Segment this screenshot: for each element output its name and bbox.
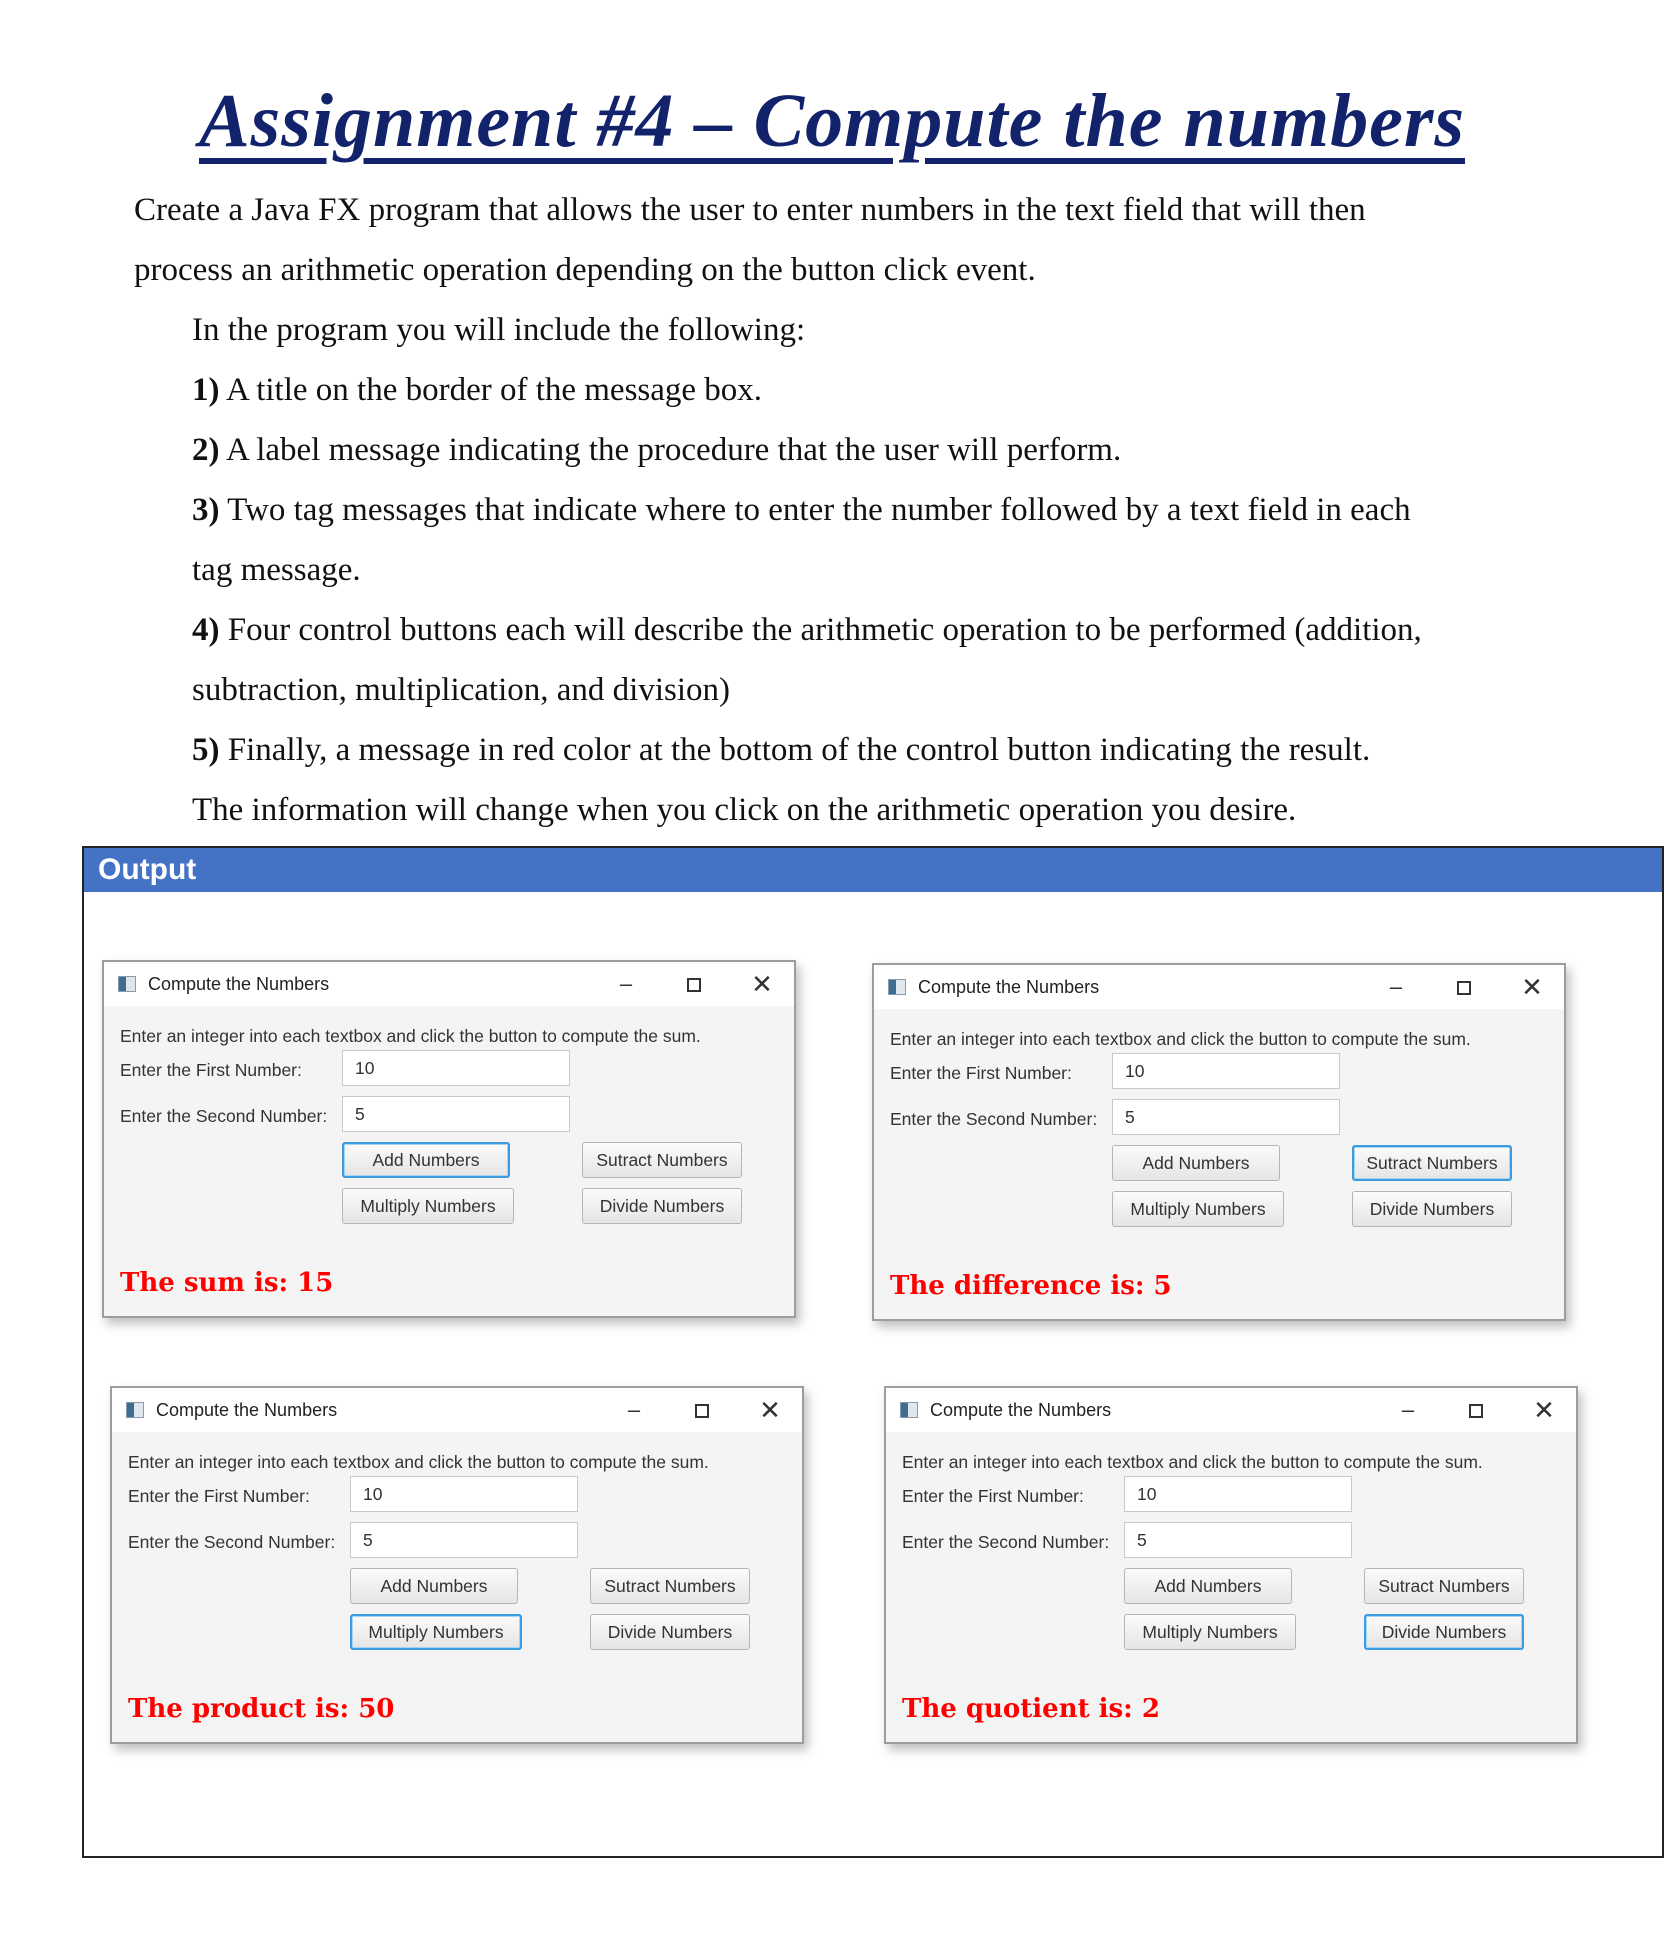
instruction-label: Enter an integer into each textbox and click the button to compute the sum. — [902, 1452, 1483, 1472]
window-title: Compute the Numbers — [156, 1400, 338, 1420]
first-number-field[interactable]: 10 — [1124, 1476, 1352, 1512]
app-icon — [126, 1402, 144, 1418]
first-number-field[interactable]: 10 — [1112, 1053, 1340, 1089]
compute-window-quotient — [884, 1386, 1578, 1744]
result-label: The difference is: 5 — [890, 1271, 1172, 1301]
add-numbers-button[interactable]: Add Numbers — [350, 1568, 518, 1604]
divide-numbers-button[interactable]: Divide Numbers — [1352, 1191, 1512, 1227]
second-number-field[interactable]: 5 — [1112, 1099, 1340, 1135]
list-text: A label message indicating the procedure that the user will perform. — [225, 432, 1122, 468]
app-icon — [118, 976, 136, 992]
result-label: The product is: 50 — [128, 1694, 395, 1724]
list-continuation: The information will change when you click on the arithmetic operation you desire. — [192, 792, 1297, 828]
maximize-icon[interactable] — [1456, 1394, 1496, 1426]
subtract-numbers-button[interactable]: Sutract Numbers — [1364, 1568, 1524, 1604]
list-text: Two tag messages that indicate where to enter the number followed by a text field in each — [227, 492, 1411, 528]
list-item — [192, 420, 1121, 480]
first-number-label: Enter the First Number: — [890, 1063, 1072, 1083]
maximize-icon[interactable] — [1444, 971, 1484, 1003]
result-label: The sum is: 15 — [120, 1268, 334, 1298]
multiply-numbers-button[interactable]: Multiply Numbers — [1124, 1614, 1296, 1650]
compute-window-sum — [102, 960, 796, 1318]
window-title: Compute the Numbers — [918, 977, 1100, 997]
add-numbers-button[interactable]: Add Numbers — [342, 1142, 510, 1178]
window-titlebar[interactable] — [104, 962, 794, 1006]
window-titlebar[interactable] — [874, 965, 1564, 1009]
list-item — [192, 600, 1422, 660]
app-icon — [888, 979, 906, 995]
list-item — [192, 720, 1370, 780]
minimize-icon[interactable]: – — [1401, 1397, 1415, 1422]
first-number-field[interactable]: 10 — [342, 1050, 570, 1086]
second-number-label: Enter the Second Number: — [902, 1532, 1110, 1552]
second-number-label: Enter the Second Number: — [128, 1532, 336, 1552]
list-continuation: tag message. — [192, 552, 361, 588]
window-titlebar[interactable] — [886, 1388, 1576, 1432]
list-item — [192, 360, 762, 420]
second-number-label: Enter the Second Number: — [890, 1109, 1098, 1129]
close-icon[interactable]: ✕ — [1521, 972, 1543, 1002]
add-numbers-button[interactable]: Add Numbers — [1112, 1145, 1280, 1181]
divide-numbers-button[interactable]: Divide Numbers — [590, 1614, 750, 1650]
instruction-label: Enter an integer into each textbox and click the button to compute the sum. — [890, 1029, 1471, 1049]
divide-numbers-button[interactable]: Divide Numbers — [582, 1188, 742, 1224]
list-number: 1) — [192, 372, 220, 408]
paragraph-line: In the program you will include the following: — [192, 312, 806, 348]
list-text: Finally, a message in red color at the bottom of the control button indicating the result. — [227, 732, 1371, 768]
subtract-numbers-button[interactable]: Sutract Numbers — [1352, 1145, 1512, 1181]
list-number: 5) — [192, 732, 220, 768]
second-number-field[interactable]: 5 — [350, 1522, 578, 1558]
instruction-label: Enter an integer into each textbox and click the button to compute the sum. — [120, 1026, 701, 1046]
close-icon[interactable]: ✕ — [1533, 1395, 1555, 1425]
second-number-field[interactable]: 5 — [342, 1096, 570, 1132]
paragraph-line: process an arithmetic operation depending on the button click event. — [134, 252, 1036, 288]
add-numbers-button[interactable]: Add Numbers — [1124, 1568, 1292, 1604]
output-panel — [82, 846, 1664, 1858]
first-number-label: Enter the First Number: — [902, 1486, 1084, 1506]
maximize-icon[interactable] — [682, 1394, 722, 1426]
list-number: 2) — [192, 432, 220, 468]
multiply-numbers-button[interactable]: Multiply Numbers — [1112, 1191, 1284, 1227]
second-number-field[interactable]: 5 — [1124, 1522, 1352, 1558]
list-continuation: subtraction, multiplication, and division) — [192, 672, 731, 708]
instruction-label: Enter an integer into each textbox and click the button to compute the sum. — [128, 1452, 709, 1472]
divide-numbers-button[interactable]: Divide Numbers — [1364, 1614, 1524, 1650]
assignment-title: Assignment #4 – Compute the numbers — [198, 79, 1466, 163]
first-number-label: Enter the First Number: — [120, 1060, 302, 1080]
subtract-numbers-button[interactable]: Sutract Numbers — [582, 1142, 742, 1178]
list-number: 3) — [192, 492, 220, 528]
second-number-label: Enter the Second Number: — [120, 1106, 328, 1126]
window-title: Compute the Numbers — [930, 1400, 1112, 1420]
list-text: A title on the border of the message box. — [225, 372, 763, 408]
first-number-field[interactable]: 10 — [350, 1476, 578, 1512]
multiply-numbers-button[interactable]: Multiply Numbers — [350, 1614, 522, 1650]
close-icon[interactable]: ✕ — [751, 969, 773, 999]
compute-window-difference — [872, 963, 1566, 1321]
paragraph-line: Create a Java FX program that allows the user to enter numbers in the text field that will then — [134, 192, 1366, 228]
window-title: Compute the Numbers — [148, 974, 330, 994]
app-icon — [900, 1402, 918, 1418]
list-item — [192, 480, 1411, 540]
compute-window-product — [110, 1386, 804, 1744]
list-number: 4) — [192, 612, 220, 648]
close-icon[interactable]: ✕ — [759, 1395, 781, 1425]
minimize-icon[interactable]: – — [1389, 974, 1403, 999]
minimize-icon[interactable]: – — [619, 971, 633, 996]
window-titlebar[interactable] — [112, 1388, 802, 1432]
result-label: The quotient is: 2 — [902, 1694, 1160, 1724]
subtract-numbers-button[interactable]: Sutract Numbers — [590, 1568, 750, 1604]
output-header: Output — [84, 848, 1662, 892]
multiply-numbers-button[interactable]: Multiply Numbers — [342, 1188, 514, 1224]
maximize-icon[interactable] — [674, 968, 714, 1000]
minimize-icon[interactable]: – — [627, 1397, 641, 1422]
first-number-label: Enter the First Number: — [128, 1486, 310, 1506]
list-text: Four control buttons each will describe the arithmetic operation to be performed (addition, — [227, 612, 1422, 648]
